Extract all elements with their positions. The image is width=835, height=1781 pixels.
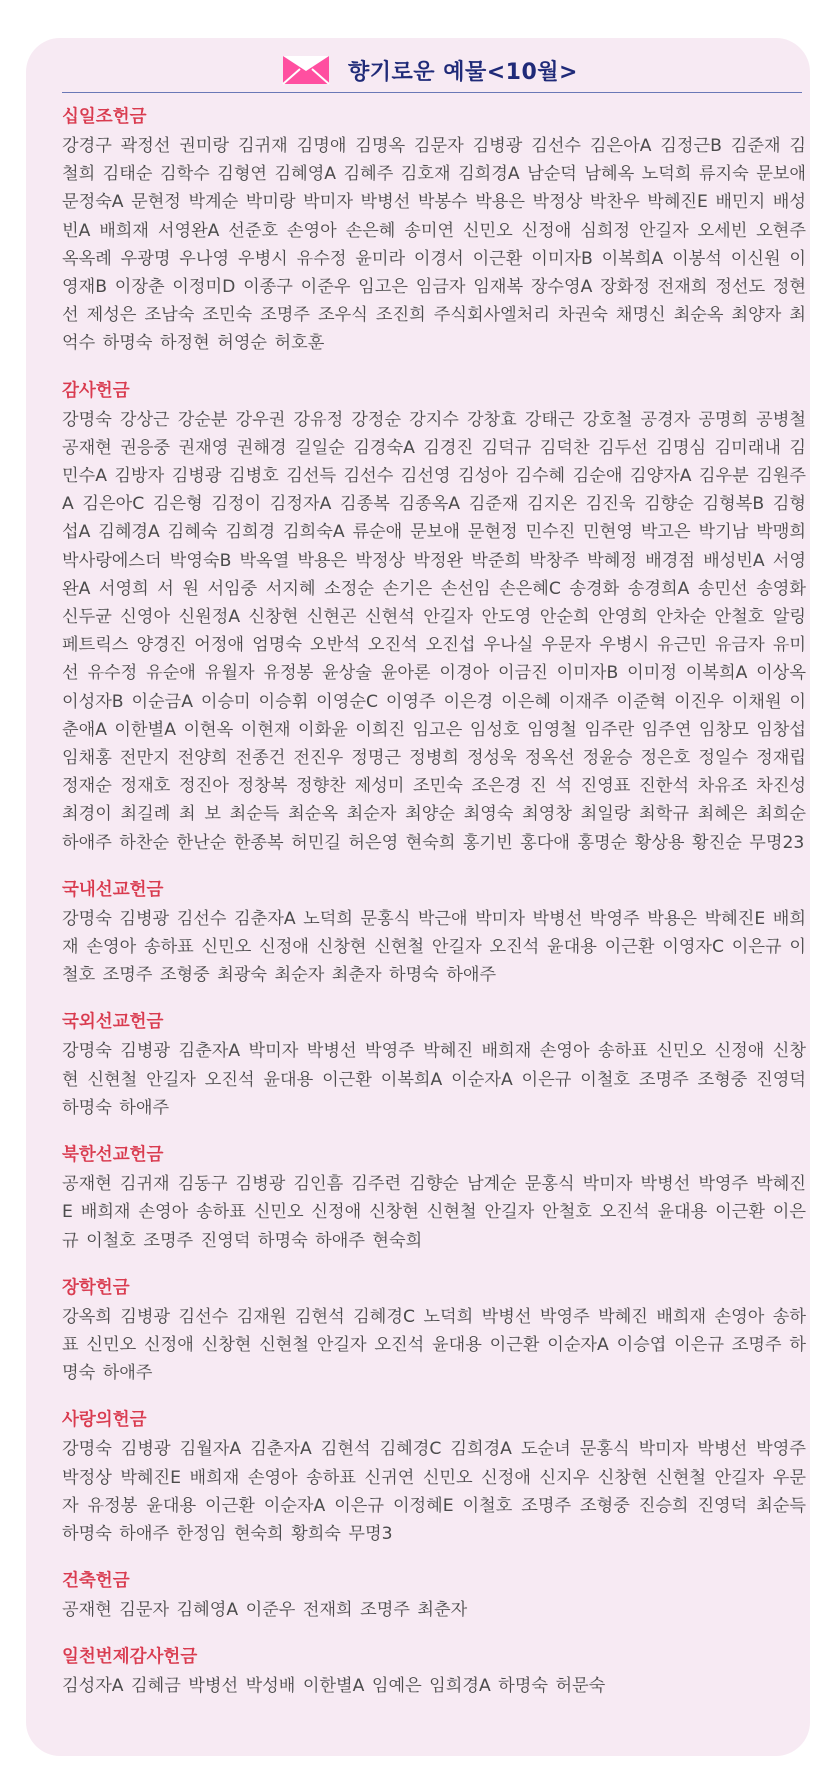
section-title: 국내선교헌금 (62, 879, 164, 900)
section-title: 북한선교헌금 (62, 1145, 164, 1166)
donor-names: 공재현 김문자 김혜영A 이준우 전재희 조명주 최춘자 (62, 1600, 468, 1621)
section-domestic-mission (62, 877, 806, 990)
section-title: 십일조헌금 (62, 107, 147, 127)
section-title: 감사헌금 (62, 380, 130, 401)
donor-names: 강명숙 김병광 김춘자A 박미자 박병선 박영주 박혜진 배희재 손영아 송하표 신민오 신정애 신창현 신현철 안길자 오진석 윤대용 이근환 이복희A 이순자A 이은규 이철호 조명주 조형중 진영덕 하명숙 하애주 (62, 1041, 806, 1118)
section-title: 국외선교헌금 (62, 1012, 164, 1033)
section-tithe (62, 104, 806, 358)
section-title: 장학헌금 (62, 1277, 130, 1298)
section-title: 일천번제감사헌금 (62, 1647, 198, 1668)
header-divider (62, 92, 802, 93)
donor-names: 강명숙 김병광 김월자A 김춘자A 김현석 김혜경C 김희경A 도순녀 문홍식 박미자 박병선 박영주 박정상 박혜진E 배희재 손영아 송하표 신귀연 신민오 신정애 신지우 신창현 신현철 안길자 우문자 유정봉 윤대용 이근환 이순자A 이은규 이정혜E 이철호 조명주 조형중 진승희 진영덕 최순득 하명숙 하애주 한정임 현숙희 황희숙 무명3 (62, 1439, 806, 1544)
section-foreign-mission (62, 1009, 806, 1122)
section-love (62, 1407, 806, 1548)
donor-names: 강경구 곽정선 권미랑 김귀재 김명애 김명옥 김문자 김병광 김선수 김은아A 김정근B 김준재 김철희 김태순 김학수 김형연 김혜영A 김혜주 김호재 김희경A 남순덕 남혜옥 노덕희 류지숙 문보애 문정숙A 문현정 박계순 박미랑 박미자 박병선 박봉수 박용은 박정상 박찬우 박혜진E 배민지 배성빈A 배희재 서영완A 선준호 손영아 손은혜 송미연 신민오 신정애 심희정 안길자 오세빈 오현주 옥옥례 우광명 우나영 우병시 유수정 윤미라 이경서 이근환 이미자B 이복희A 이봉석 이신원 이영재B 이장춘 이정미D 이종구 이준우 임고은 임금자 임재복 장수영A 장화정 전재희 정선도 정현선 제성은 조남숙 조민숙 조명주 조우식 조진희 주식회사엘처리 차권숙 채명신 최순옥 최양자 최억수 하명숙 하정현 허영순 허호훈 (62, 136, 806, 354)
page-title: 향기로운 예물<10월> (348, 59, 578, 85)
donor-names: 공재현 김귀재 김동구 김병광 김인흠 김주련 김향순 남계순 문홍식 박미자 박병선 박영주 박혜진E 배희재 손영아 송하표 신민오 신정애 신창현 신현철 안길자 안철호 오진석 윤대용 이근환 이은규 이철호 조명주 진영덕 하명숙 하애주 현숙희 (62, 1174, 806, 1251)
envelope-icon (282, 55, 330, 85)
section-thanksgiving (62, 378, 806, 857)
donor-names: 김성자A 김혜금 박병선 박성배 이한별A 임예은 임희경A 하명숙 허문숙 (62, 1676, 606, 1697)
donor-names: 강명숙 강상근 강순분 강우권 강유정 강정순 강지수 강창효 강태근 강호철 공경자 공명희 공병철 공재현 권응중 권재영 권해경 길일순 김경숙A 김경진 김덕규 김덕찬 김두선 김명심 김미래내 김민수A 김방자 김병광 김병호 김선득 김선수 김선영 김성아 김수혜 김순애 김양자A 김우분 김원주A 김은아C 김은형 김정이 김정자A 김종복 김종옥A 김준재 김지온 김진욱 김향순 김형복B 김형섭A 김혜경A 김혜숙 김희경 김희숙A 류순애 문보애 문현정 민수진 민현영 박고은 박기남 박맹희 박사랑에스더 박영숙B 박옥열 박용은 박정상 박정완 박준희 박창주 박혜정 배경점 배성빈A 서영완A 서영희 서 원 서임중 서지혜 소정순 손기은 손선임 손은혜C 송경화 송경희A 송민선 송영화 신두균 신영아 신원정A 신창현 신현곤 신현석 안길자 안도영 안순희 안영희 안차순 안철호 알링페트릭스 양경진 어정애 엄명숙 오반석 오진석 오진섭 우나실 우문자 우병시 유근민 유금자 유미선 유수정 유순애 유월자 유정봉 윤상술 윤아론 이경아 이금진 이미자B 이미정 이복희A 이상옥 이성자B 이순금A 이승미 이승휘 이영순C 이영주 이은경 이은혜 이재주 이준혁 이진우 이채원 이춘애A 이한별A 이현옥 이현재 이화윤 이희진 임고은 임성호 임영철 임주란 임주연 임창모 임창섭 임채홍 전만지 전양희 전종건 전진우 정명근 정병희 정성욱 정옥선 정윤승 정은호 정일수 정재립 정재순 정재호 정진아 정창복 정향찬 제성미 조민숙 조은경 진 석 진영표 진한석 차유조 차진성 최경이 최길례 최 보 최순득 최순옥 최순자 최양순 최영숙 최영창 최일랑 최학규 최혜은 최희순 하애주 하찬순 한난순 한종복 허민길 허은영 현숙희 홍기빈 홍다애 홍명순 황상용 황진순 무명23 (62, 409, 806, 853)
section-title: 건축헌금 (62, 1571, 130, 1592)
section-building (62, 1568, 806, 1624)
section-north-korea-mission (62, 1142, 806, 1255)
page-header (50, 44, 810, 96)
donor-names: 강명숙 김병광 김선수 김춘자A 노덕희 문홍식 박근애 박미자 박병선 박영주 박용은 박혜진E 배희재 손영아 송하표 신민오 신정애 신창현 신현철 안길자 오진석 윤대용 이근환 이영자C 이은규 이철호 조명주 조형중 최광숙 최순자 최춘자 하명숙 하애주 (62, 908, 806, 986)
section-title: 사랑의헌금 (62, 1410, 147, 1431)
donor-names: 강옥희 김병광 김선수 김재원 김현석 김혜경C 노덕희 박병선 박영주 박혜진 배희재 손영아 송하표 신민오 신정애 신창현 신현철 안길자 오진석 윤대용 이근환 이순자A 이승엽 이은규 조명주 하명숙 하애주 (62, 1306, 806, 1384)
section-scholarship (62, 1275, 806, 1388)
section-thousand-offerings (62, 1644, 806, 1700)
offering-sections (62, 104, 806, 1721)
